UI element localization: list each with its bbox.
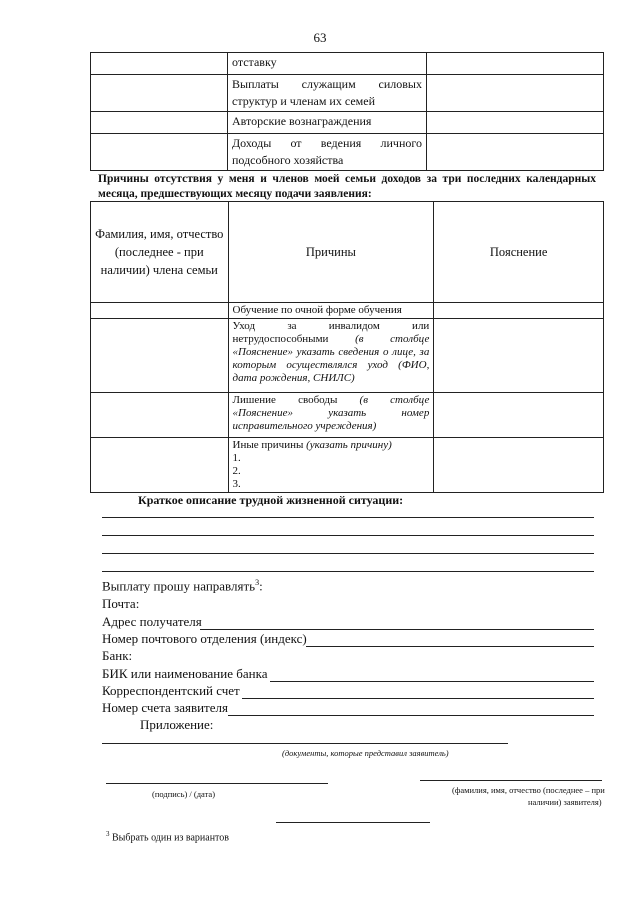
income-type: Доходы от ведения личного подсобного хозяйства <box>228 134 427 171</box>
reason-care: Уход за инвалидом или нетрудоспособными (в столбце «Пояснение» указать сведения о лице, за которым осуществлялся уход (ФИО, дата рождения, СНИЛС) <box>228 319 434 393</box>
header-explanation: Пояснение <box>434 202 604 303</box>
income-table <box>90 52 604 171</box>
postcode-label: Номер почтового отделения (индекс) <box>102 631 307 646</box>
signature-caption: (подпись) / (дата) <box>152 789 216 799</box>
situation-line-1[interactable] <box>102 517 594 518</box>
table-row <box>91 303 604 319</box>
attachment-line[interactable] <box>102 743 508 744</box>
footnote: $^3$ Выбрать один из вариантов <box>106 830 230 844</box>
situation-line-2[interactable] <box>102 535 594 536</box>
bik-field[interactable] <box>270 681 594 682</box>
recipient-address-field[interactable] <box>200 629 594 630</box>
situation-line-3[interactable] <box>102 553 594 554</box>
table-row <box>91 393 604 438</box>
corr-account-label: Корреспондентский счет <box>102 683 240 698</box>
income-type: отставку <box>228 53 427 75</box>
bank-label: Банк: <box>102 648 133 663</box>
payment-direction-label: Выплату прошу направлять$^3$: <box>102 578 263 594</box>
account-number-label: Номер счета заявителя <box>102 700 228 715</box>
documents-caption: (документы, которые представил заявитель) <box>282 748 449 758</box>
table-row <box>91 134 604 171</box>
table-row <box>91 53 604 75</box>
situation-line-4[interactable] <box>102 571 594 572</box>
table-row <box>91 75 604 112</box>
reason-imprisonment: Лишение свободы (в столбце «Пояснение» указать номер исправительного учреждения) <box>228 393 434 438</box>
mail-label: Почта: <box>102 596 140 611</box>
table-row <box>91 112 604 134</box>
reason-study: Обучение по очной форме обучения <box>228 303 434 319</box>
absence-reasons-heading: Причины отсутствия у меня и членов моей семьи доходов за три последних календарных месяца, предшествующих месяцу подачи заявления: <box>98 173 596 200</box>
corr-account-field[interactable] <box>242 698 594 699</box>
postcode-field[interactable] <box>306 646 594 647</box>
recipient-address-label: Адрес получателя <box>102 614 202 629</box>
situation-title: Краткое описание трудной жизненной ситуации: <box>138 493 404 507</box>
fio-caption-2: наличии) заявителя) <box>528 797 602 807</box>
account-number-field[interactable] <box>228 715 594 716</box>
fio-line[interactable] <box>420 780 602 781</box>
bik-label: БИК или наименование банка <box>102 666 268 681</box>
table-header-row <box>91 202 604 303</box>
footnote-separator <box>276 822 430 823</box>
page-number: 63 <box>313 30 327 45</box>
fio-caption-1: (фамилия, имя, отчество (последнее – при <box>452 785 605 795</box>
income-type: Авторские вознаграждения <box>228 112 427 134</box>
table-row <box>91 319 604 393</box>
header-reasons: Причины <box>228 202 434 303</box>
reason-other: Иные причины (указать причину) 1. 2. 3. <box>228 438 434 493</box>
attachment-label: Приложение: <box>140 717 214 732</box>
reasons-table <box>90 201 604 493</box>
signature-line[interactable] <box>106 783 328 784</box>
income-type: Выплаты служащим силовых структур и членам их семей <box>228 75 427 112</box>
header-family-member: Фамилия, имя, отчество (последнее - при наличии) члена семьи <box>91 202 229 303</box>
table-row <box>91 438 604 493</box>
